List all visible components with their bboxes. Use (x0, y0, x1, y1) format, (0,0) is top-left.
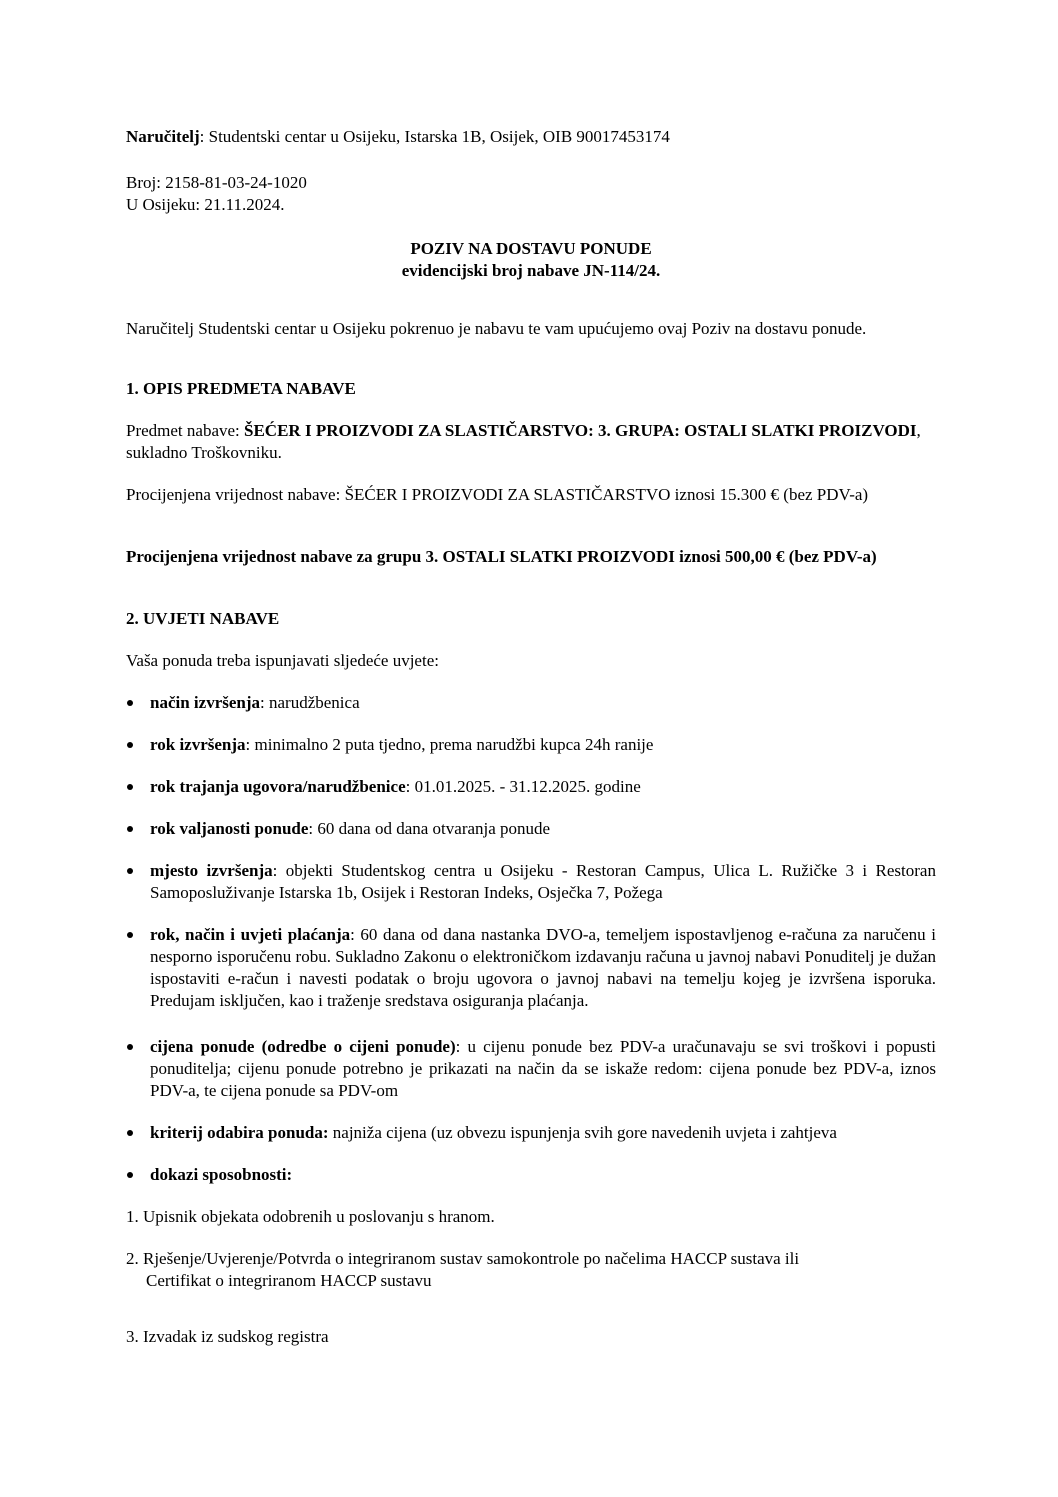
list-item: dokazi sposobnosti: (126, 1164, 936, 1186)
bullet-icon (127, 700, 133, 706)
list-item: rok izvršenja: minimalno 2 puta tjedno, prema narudžbi kupca 24h ranije (126, 734, 936, 756)
list-item: mjesto izvršenja: objekti Studentskog centra u Osijeku - Restoran Campus, Ulica L. Ružičke 3 i Restoran Samoposluživanje Istarska 1b, Osijek i Restoran Indeks, Osječka 7, Požega (126, 860, 936, 904)
section2-heading: 2. UVJETI NABAVE (126, 609, 280, 628)
narucitelj-value: : Studentski centar u Osijeku, Istarska 1B, Osijek, OIB 90017453174 (199, 127, 670, 146)
list-item: cijena ponude (odredbe o cijeni ponude): u cijenu ponude bez PDV-a uračunavaju se svi troškovi i popusti ponuditelja; cijenu ponude potrebno je prikazati na način da se iskaže redom: cijena ponude bez PDV-a, iznos PDV-a, te cijena ponude sa PDV-om (126, 1036, 936, 1102)
broj-line: Broj: 2158-81-03-24-1020 (126, 173, 307, 192)
list-item: rok valjanosti ponude: 60 dana od dana otvaranja ponude (126, 818, 936, 840)
list-item: rok, način i uvjeti plaćanja: 60 dana od dana nastanka DVO-a, temeljem ispostavljenog e-računa za naručenu i nesporno isporučenu robu. Sukladno Zakonu o elektroničkom izdavanju računa u javnoj nabavi Ponuditelj je dužan ispostaviti e-račun i navesti podatak o broju ugovora o javnoj nabavi na temelju kojeg je izvršena isporuka. Predujam isključen, kao i traženje sredstava osiguranja plaćanja. (126, 924, 936, 1012)
bullet-icon (127, 1044, 133, 1050)
bullet-icon (127, 932, 133, 938)
datum-line: U Osijeku: 21.11.2024. (126, 195, 285, 214)
predmet-paragraph: Predmet nabave: ŠEĆER I PROIZVODI ZA SLASTIČARSTVO: 3. GRUPA: OSTALI SLATKI PROIZVODI, sukladno Troškovniku. (126, 421, 921, 462)
procijenjena-paragraph: Procijenjena vrijednost nabave: ŠEĆER I PROIZVODI ZA SLASTIČARSTVO iznosi 15.300 € (bez PDV-a) (126, 485, 869, 504)
narucitelj-label: Naručitelj (126, 127, 200, 146)
dokaz-item: 3. Izvadak iz sudskog registra (126, 1327, 329, 1346)
dokaz-item: 1. Upisnik objekata odobrenih u poslovanju s hranom. (126, 1207, 495, 1226)
doc-subtitle: evidencijski broj nabave JN-114/24. (401, 261, 661, 280)
bullet-icon (127, 1172, 133, 1178)
section2-lead: Vaša ponuda treba ispunjavati sljedeće uvjete: (126, 651, 439, 670)
bullet-icon (127, 868, 133, 874)
narucitelj-line (126, 126, 670, 148)
bullet-icon (127, 742, 133, 748)
dokaz-item-continuation: Certifikat o integriranom HACCP sustavu (146, 1271, 432, 1290)
intro-paragraph: Naručitelj Studentski centar u Osijeku pokrenuo je nabavu te vam upućujemo ovaj Poziv na dostavu ponude. (126, 319, 867, 338)
bullet-icon (127, 784, 133, 790)
list-item: kriterij odabira ponuda: najniža cijena (uz obvezu ispunjenja svih gore navedenih uvjeta i zahtjeva (126, 1122, 936, 1144)
section1-heading: 1. OPIS PREDMETA NABAVE (126, 379, 356, 398)
list-item: način izvršenja: narudžbenica (126, 692, 936, 714)
bullet-icon (127, 826, 133, 832)
list-item: rok trajanja ugovora/narudžbenice: 01.01.2025. - 31.12.2025. godine (126, 776, 936, 798)
doc-title: POZIV NA DOSTAVU PONUDE (410, 239, 652, 258)
bullet-icon (127, 1130, 133, 1136)
procijenjena-grupa-paragraph: Procijenjena vrijednost nabave za grupu 3. OSTALI SLATKI PROIZVODI iznosi 500,00 € (bez PDV-a) (126, 547, 877, 566)
dokaz-item: 2. Rješenje/Uvjerenje/Potvrda o integriranom sustav samokontrole po načelima HACCP sustava ili (126, 1249, 800, 1268)
